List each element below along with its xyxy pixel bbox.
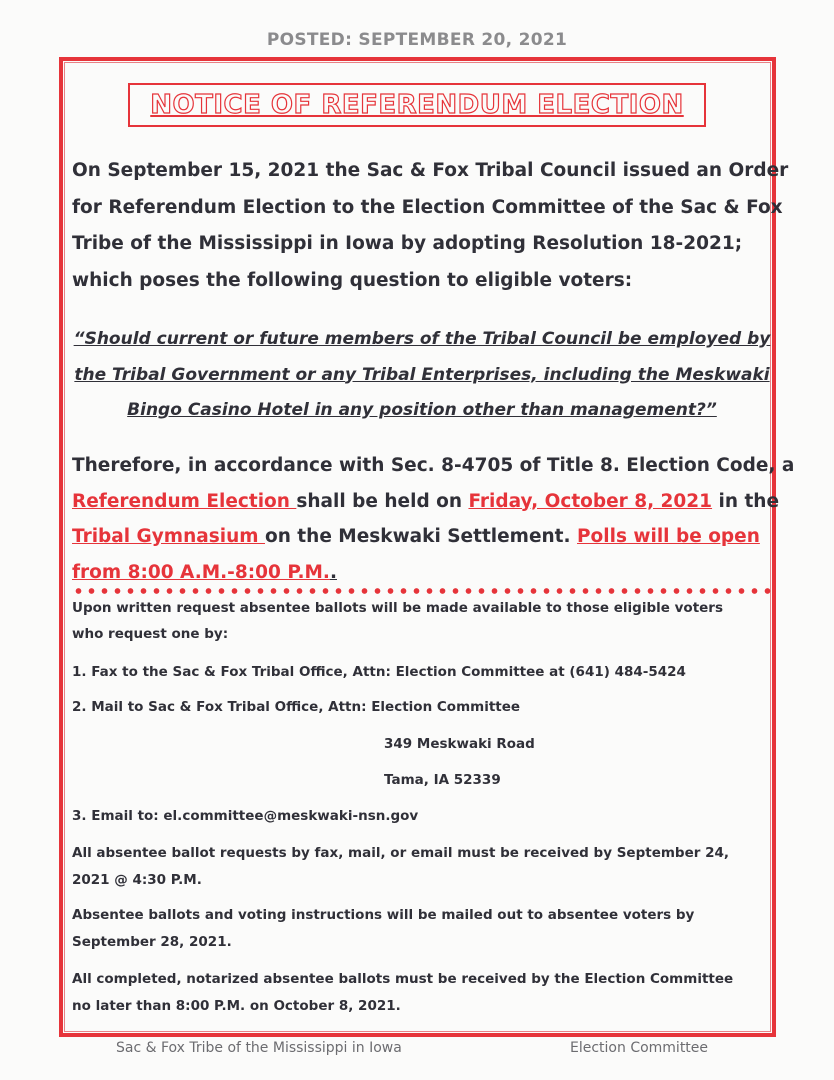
details-line xyxy=(72,555,772,591)
title-box xyxy=(128,83,706,127)
footer-tribe-name: Sac & Fox Tribe of the Mississippi in Iowa xyxy=(116,1040,402,1056)
mailing-date-line: September 28, 2021. xyxy=(72,934,232,950)
election-date-highlight: Friday, October 8, 2021 xyxy=(468,490,713,512)
absentee-option-mail: 2. Mail to Sac & Fox Tribal Office, Attn: Election Committee xyxy=(72,699,521,715)
absentee-option-email: 3. Email to: el.committee@meskwaki-nsn.gov xyxy=(72,808,419,824)
footer-committee: Election Committee xyxy=(570,1040,709,1056)
details-line: Therefore, in accordance with Sec. 8-4705 of Title 8. Election Code, a xyxy=(72,455,795,476)
held-on-text: shall be held on xyxy=(296,490,469,512)
question-line: the Tribal Government or any Tribal Enterprises, including the Meskwaki xyxy=(74,364,770,385)
intro-paragraph xyxy=(72,153,789,299)
in-the-text: in the xyxy=(712,490,780,512)
intro-line: which poses the following question to eligible voters: xyxy=(72,269,633,291)
mail-address-street: 349 Meskwaki Road xyxy=(384,736,535,752)
return-deadline-line: no later than 8:00 P.M. on October 8, 2021. xyxy=(72,998,401,1014)
request-deadline-line: 2021 @ 4:30 P.M. xyxy=(72,872,202,888)
polls-open-highlight: Polls will be open xyxy=(577,526,760,547)
request-deadline-line: All absentee ballot requests by fax, mail, or email must be received by September 24, xyxy=(72,845,730,861)
location-highlight: Tribal Gymnasium xyxy=(72,526,265,547)
absentee-intro-line: Upon written request absentee ballots will be made available to those eligible voters xyxy=(72,600,723,616)
intro-line: Tribe of the Mississippi in Iowa by adopting Resolution 18-2021; xyxy=(72,233,743,254)
posted-date: POSTED: SEPTEMBER 20, 2021 xyxy=(266,30,568,50)
absentee-option-fax: 1. Fax to the Sac & Fox Tribal Office, Attn: Election Committee at (641) 484-5424 xyxy=(72,664,686,680)
period-text: . xyxy=(329,561,337,583)
dotted-divider xyxy=(72,586,772,596)
referendum-election-highlight: Referendum Election xyxy=(72,490,297,512)
details-line xyxy=(72,519,772,555)
referendum-question xyxy=(72,322,772,429)
return-deadline-line: All completed, notarized absentee ballots must be received by the Election Committee xyxy=(72,971,734,987)
intro-line: On September 15, 2021 the Sac & Fox Tribal Council issued an Order xyxy=(72,160,789,181)
notice-title: NOTICE OF REFERENDUM ELECTION xyxy=(150,90,684,120)
mailing-date-line: Absentee ballots and voting instructions will be mailed out to absentee voters by xyxy=(72,907,695,923)
question-line: “Should current or future members of the Tribal Council be employed by xyxy=(73,329,771,349)
settlement-text: on the Meskwaki Settlement. xyxy=(264,526,577,547)
mail-address-city: Tama, IA 52339 xyxy=(384,772,501,788)
absentee-intro-line: who request one by: xyxy=(72,626,229,642)
details-line xyxy=(72,484,780,520)
question-line: Bingo Casino Hotel in any position other than management?” xyxy=(127,400,717,420)
polls-hours-highlight: from 8:00 A.M.-8:00 P.M. xyxy=(72,561,330,583)
intro-line: for Referendum Election to the Election Committee of the Sac & Fox xyxy=(72,196,783,218)
election-details-paragraph xyxy=(72,448,795,590)
